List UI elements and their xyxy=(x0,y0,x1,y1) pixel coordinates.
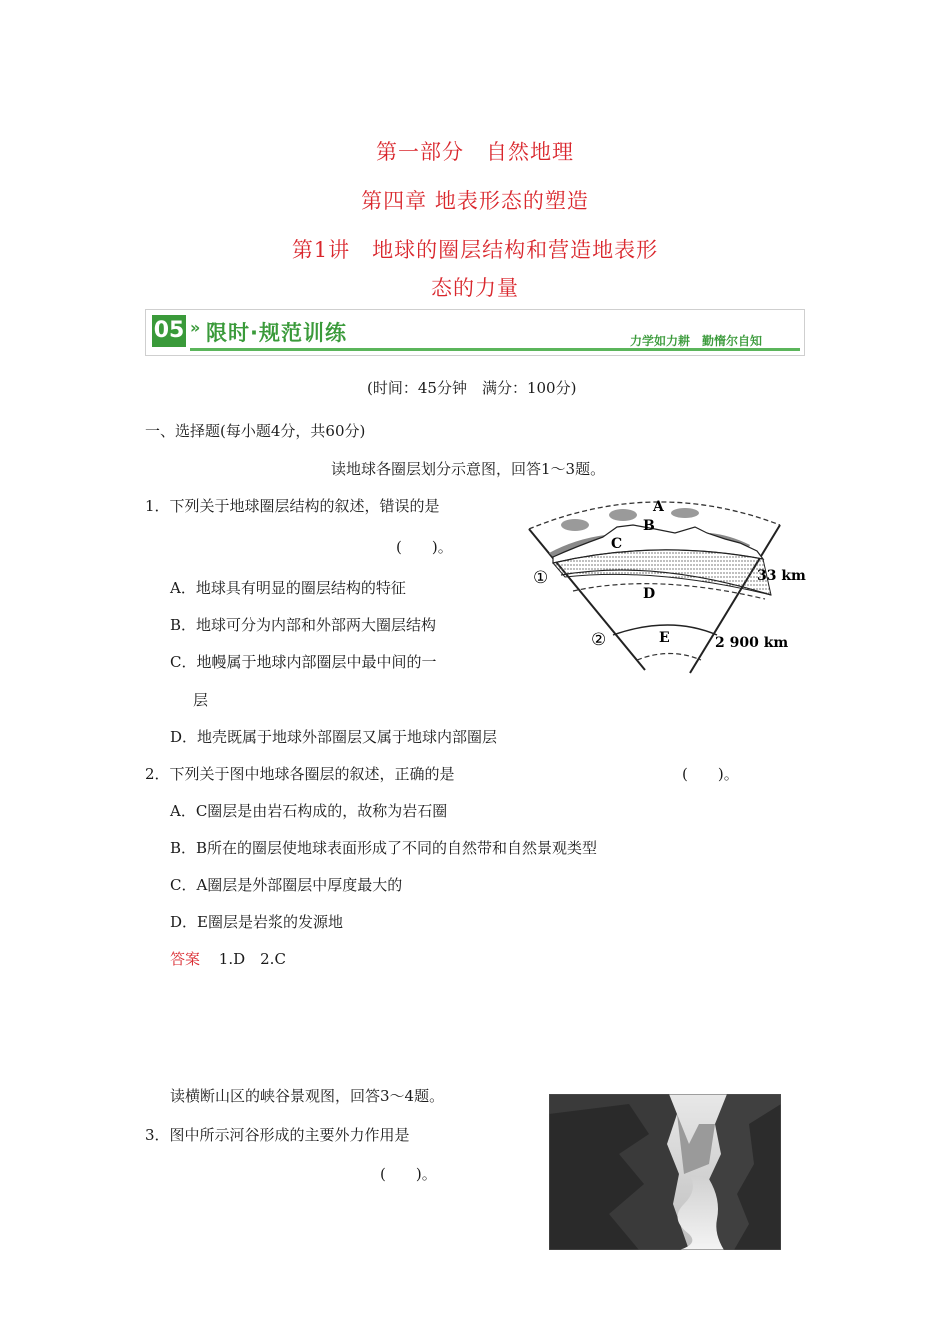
banner-motto: 力学如力耕 勤惰尔自知 xyxy=(629,334,762,348)
answer-text: 1.D 2.C xyxy=(218,950,286,968)
group2-intro: 读横断山区的峡谷景观图，回答3～4题。 xyxy=(170,1087,445,1105)
exam-info: (时间：45分钟 满分：100分) xyxy=(367,379,577,397)
q2-option-b: B．B所在的圈层使地球表面形成了不同的自然带和自然景观类型 xyxy=(170,839,598,857)
lesson-title-line2: 态的力量 xyxy=(431,276,519,300)
canyon-photo xyxy=(549,1094,781,1250)
lesson-title-line1: 第1讲 地球的圈层结构和营造地表形 xyxy=(291,238,659,262)
q2-option-a: A．C圈层是由岩石构成的，故称为岩石圈 xyxy=(170,802,448,820)
cloud-icon xyxy=(561,519,589,531)
q1-stem: 1．下列关于地球圈层结构的叙述，错误的是 xyxy=(145,497,440,515)
q3-stem: 3．图中所示河谷形成的主要外力作用是 xyxy=(145,1126,410,1144)
label-e: E xyxy=(659,630,670,646)
q1-option-d: D．地壳既属于地球外部圈层又属于地球内部圈层 xyxy=(170,728,498,746)
q2-option-c: C．A圈层是外部圈层中厚度最大的 xyxy=(170,876,403,894)
q3-blank: ( )。 xyxy=(380,1165,437,1183)
chapter-title: 第四章 地表形态的塑造 xyxy=(361,189,589,213)
marker-1: ① xyxy=(533,568,549,588)
banner-title: 限时·规范训练 xyxy=(206,321,347,345)
q2-option-d: D．E圈层是岩浆的发源地 xyxy=(170,913,343,931)
label-a: A xyxy=(653,499,664,515)
q1-option-c: C．地幔属于地球内部圈层中最中间的一 xyxy=(170,653,437,671)
q1-option-b: B．地球可分为内部和外部两大圈层结构 xyxy=(170,616,437,634)
banner-rule xyxy=(190,348,800,351)
part-title: 第一部分 自然地理 xyxy=(376,140,574,164)
section-one-heading: 一、选择题(每小题4分，共60分) xyxy=(145,422,366,440)
q2-stem: 2．下列关于图中地球各圈层的叙述，正确的是 xyxy=(145,765,455,783)
depth-33km: 33 km xyxy=(757,568,806,584)
banner-arrows-icon: » xyxy=(190,318,201,337)
depth-2900km: 2 900 km xyxy=(715,635,789,651)
banner-number: 05 xyxy=(152,315,186,347)
group1-intro: 读地球各圈层划分示意图，回答1～3题。 xyxy=(331,460,606,478)
q1-blank: ( )。 xyxy=(396,538,453,556)
label-b: B xyxy=(643,518,655,534)
marker-2: ② xyxy=(591,630,607,650)
core-dash xyxy=(637,654,701,661)
q1-option-c-cont: 层 xyxy=(193,691,209,709)
answer-line xyxy=(170,949,286,969)
label-d: D xyxy=(643,586,656,602)
cloud-icon xyxy=(671,508,699,518)
section-banner xyxy=(145,309,805,356)
q1-option-a: A．地球具有明显的圈层结构的特征 xyxy=(170,579,406,597)
answer-label: 答案 xyxy=(170,950,201,968)
cloud-icon xyxy=(609,509,637,521)
q2-blank: ( )。 xyxy=(682,765,739,783)
earth-layers-diagram xyxy=(525,495,815,675)
label-c: C xyxy=(611,536,623,552)
